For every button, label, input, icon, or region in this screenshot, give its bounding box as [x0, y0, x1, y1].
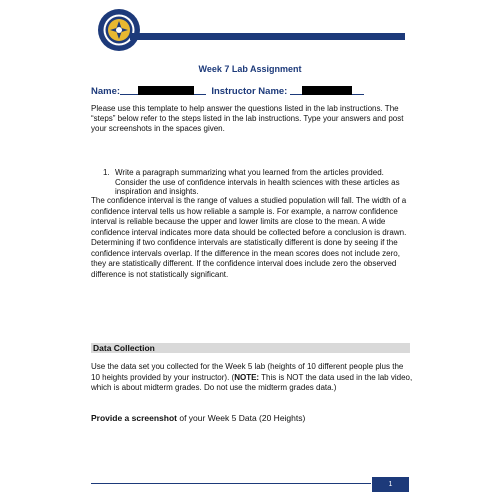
dc-text-before: Use the data set you collected for the Week 5 lab (heights of 10 different people plus the 10 heights provided by your instructor). ( [91, 362, 404, 382]
name-underline-end [194, 85, 206, 95]
page-number: 1 [372, 477, 409, 492]
instructor-underline [290, 85, 302, 95]
dc-text-after: This is NOT the data used in the lab video, which is about midterm grades. Do not use the midterm grades data.) [91, 372, 413, 392]
name-label: Name: [91, 86, 121, 97]
answer-paragraph: The confidence interval is the range of values a studied population will fall. The width of a confidence interval tells us how reliable a sample is. For example, a narrow confidence interval is reliable because the upper and lower limits are close to the mean. A wide confidence interval indicates more data should be collected before a conclusion is drawn. Determining if two confidence intervals are statistically different is done by seeing if the confidence intervals overlap. If the difference in the mean scores does not include zero, they are statistically different. If the confidence interval does include zero the observed difference is not statistically significant. [91, 196, 407, 279]
screenshot-rest: of your Week 5 Data (20 Heights) [176, 413, 306, 423]
header-rule [130, 33, 405, 40]
dc-note-label: NOTE: [234, 372, 260, 382]
question-number: 1. [103, 168, 110, 177]
name-underline [120, 85, 138, 95]
footer-rule [91, 483, 371, 484]
name-redaction [138, 86, 194, 95]
seal-icon [97, 8, 141, 52]
name-row [91, 85, 364, 97]
college-seal-logo [97, 8, 141, 52]
page-title: Week 7 Lab Assignment [198, 64, 302, 74]
instructor-redaction [302, 86, 352, 95]
question-text: Write a paragraph summarizing what you learned from the articles provided. Consider the use of confidence intervals in health sciences with these articles as inspiration and insights. [115, 168, 400, 196]
data-collection-paragraph [91, 362, 413, 394]
instructor-label: Instructor Name: [211, 86, 288, 97]
instructor-underline-end [352, 85, 364, 95]
screenshot-instruction [91, 413, 411, 423]
section-heading: Data Collection [93, 343, 155, 353]
screenshot-bold: Provide a screenshot [91, 413, 177, 423]
intro-paragraph: Please use this template to help answer the questions listed in the lab instructions. The “steps” below refer to the steps listed in the lab instructions. Type your answers and post your screenshots in the spaces given. [91, 104, 404, 133]
